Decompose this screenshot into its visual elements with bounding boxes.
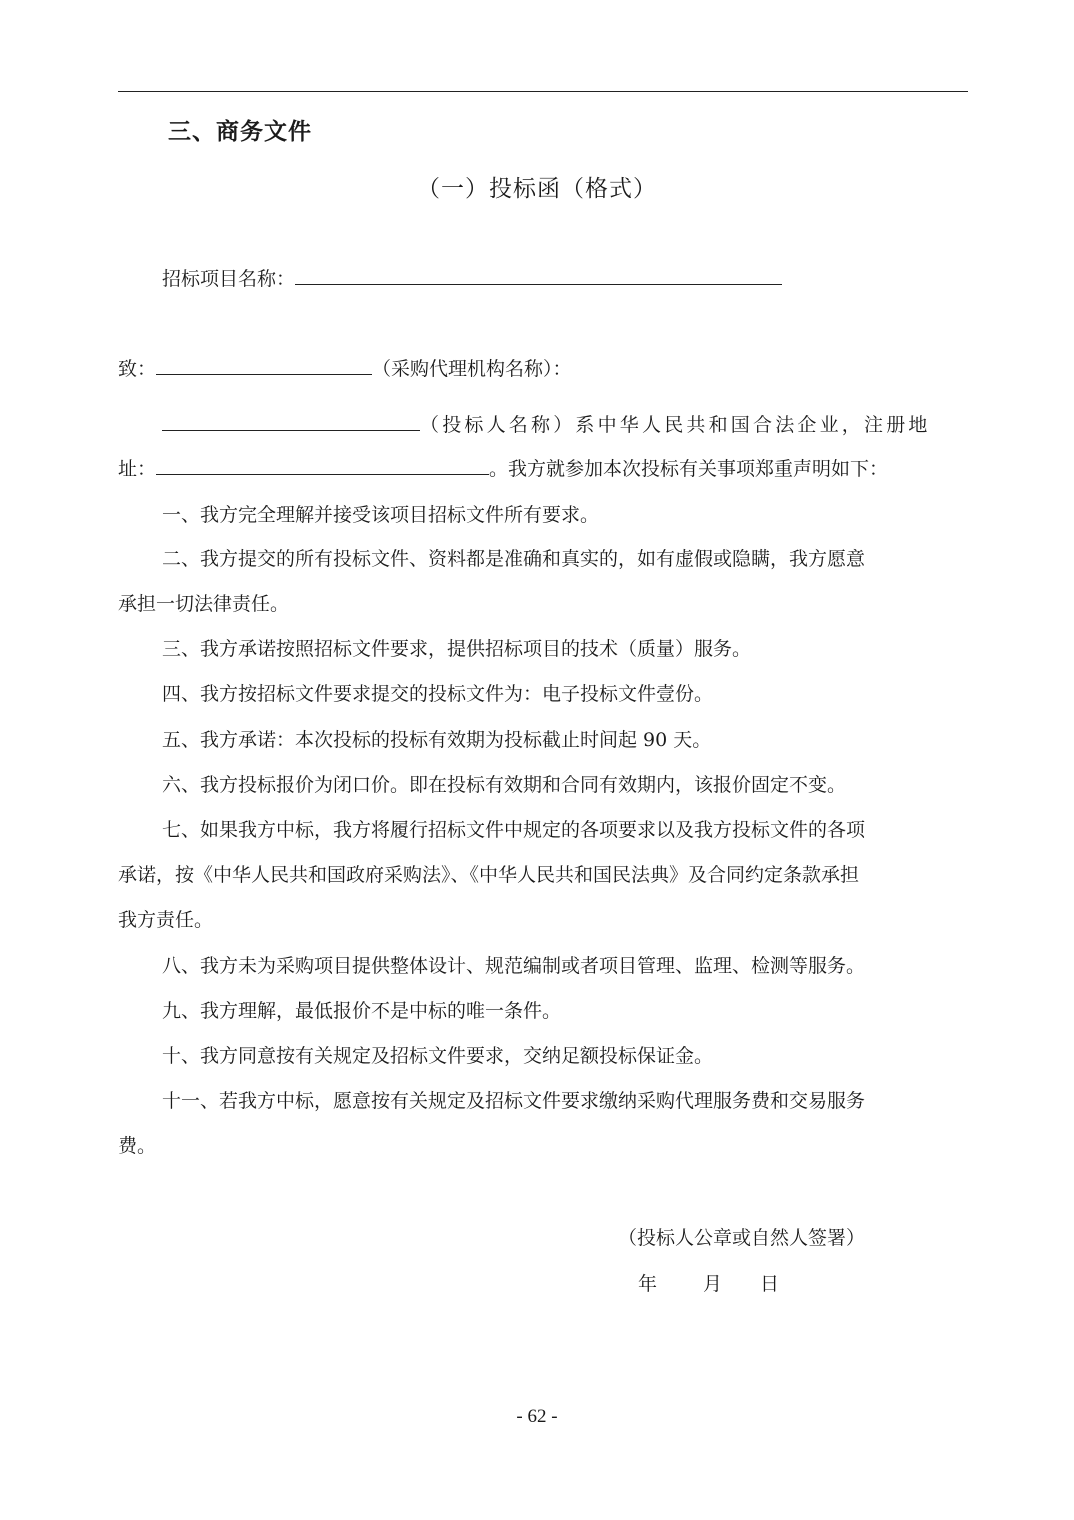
address-row bbox=[118, 456, 888, 481]
date-month: 月 bbox=[703, 1273, 723, 1295]
clause-10: 十、我方同意按有关规定及招标文件要求，交纳足额投标保证金。 bbox=[162, 1045, 714, 1067]
clause-2-cont: 承担一切法律责任。 bbox=[118, 593, 290, 615]
clause-7-cont: 承诺，按《中华人民共和国政府采购法》、《中华人民共和国民法典》及合同约定条款承担 bbox=[118, 864, 860, 886]
clause-6: 六、我方投标报价为闭口价。即在投标有效期和合同有效期内，该报价固定不变。 bbox=[162, 774, 847, 796]
form-title: （一）投标函（格式） bbox=[417, 176, 657, 202]
address-label: 址： bbox=[118, 458, 157, 480]
clause-8: 八、我方未为采购项目提供整体设计、规范编制或者项目管理、监理、检测等服务。 bbox=[162, 955, 866, 977]
signature-label: （投标人公章或自然人签署） bbox=[618, 1227, 866, 1249]
clause-11-cont: 费。 bbox=[118, 1135, 157, 1157]
bidder-name-blank[interactable] bbox=[162, 412, 420, 431]
date-row bbox=[638, 1269, 779, 1296]
address-blank[interactable] bbox=[156, 456, 489, 475]
clause-7: 七、如果我方中标，我方将履行招标文件中规定的各项要求以及我方投标文件的各项 bbox=[162, 819, 866, 841]
clause-4: 四、我方按招标文件要求提交的投标文件为：电子投标文件壹份。 bbox=[162, 683, 714, 705]
clause-9: 九、我方理解，最低报价不是中标的唯一条件。 bbox=[162, 1000, 562, 1022]
clause-1: 一、我方完全理解并接受该项目招标文件所有要求。 bbox=[162, 504, 600, 526]
agency-name-blank[interactable] bbox=[156, 356, 372, 375]
agency-row bbox=[118, 356, 572, 381]
project-name-label: 招标项目名称： bbox=[162, 268, 296, 290]
clause-11: 十一、若我方中标，愿意按有关规定及招标文件要求缴纳采购代理服务费和交易服务 bbox=[162, 1090, 866, 1112]
date-year: 年 bbox=[638, 1273, 658, 1295]
date-day: 日 bbox=[760, 1273, 780, 1295]
section-title: 三、商务文件 bbox=[168, 119, 312, 145]
clause-3: 三、我方承诺按照招标文件要求，提供招标项目的技术（质量）服务。 bbox=[162, 638, 752, 660]
clause-2: 二、我方提交的所有投标文件、资料都是准确和真实的，如有虚假或隐瞒，我方愿意 bbox=[162, 548, 866, 570]
agency-hint: （采购代理机构名称）： bbox=[372, 358, 572, 380]
address-suffix: 。我方就参加本次投标有关事项郑重声明如下： bbox=[489, 458, 889, 480]
to-label: 致： bbox=[118, 358, 157, 380]
project-name-row bbox=[162, 266, 782, 291]
bidder-row bbox=[162, 412, 931, 437]
project-name-blank[interactable] bbox=[295, 266, 782, 285]
page-number: - 62 - bbox=[516, 1406, 558, 1427]
clause-5: 五、我方承诺：本次投标的投标有效期为投标截止时间起 90 天。 bbox=[162, 729, 712, 751]
bidder-hint: （投标人名称）系中华人民共和国合法企业，注册地 bbox=[420, 414, 931, 436]
header-rule bbox=[118, 91, 968, 92]
clause-7-end: 我方责任。 bbox=[118, 909, 214, 931]
